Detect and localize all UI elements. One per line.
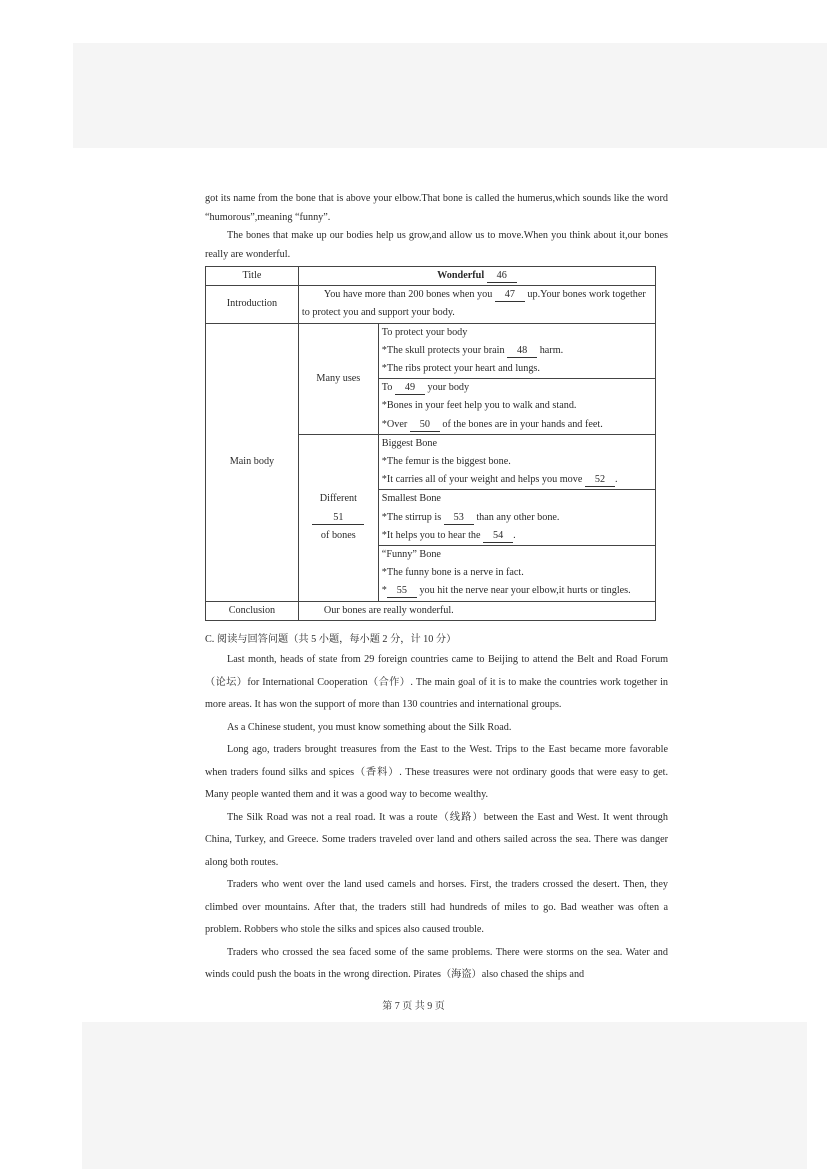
smallest-heading: Smallest Bone: [381, 493, 441, 505]
elbow-text: you hit the nerve near your elbow,it hurts or tingles.: [419, 585, 631, 597]
hear-line: [382, 527, 652, 545]
stirrup-line: [382, 509, 652, 527]
blank-48: 48: [507, 345, 537, 358]
nerve-line: *The funny bone is a nerve in fact.: [381, 567, 524, 579]
passage-paragraph: Traders who crossed the sea faced some of the same problems. There were storms on the sea. Water and winds could push the boats in the wrong direction. Pirates（海盗）also chased the ships and: [205, 946, 668, 981]
skull-text-end: harm.: [539, 344, 564, 356]
introduction-text-a: You have more than 200 bones when you: [323, 289, 493, 301]
feet-line: *Bones in your feet help you to walk and stand.: [381, 400, 577, 412]
conclusion-label: Conclusion: [206, 601, 299, 620]
passage-paragraph: Last month, heads of state from 29 foreign countries came to Beijing to attend the Belt and Road Forum（论坛）for International Cooperation（合作）. The main goal of it is to make the countries work together in more areas. It has won the support of more than 130 countries and international groups.: [205, 654, 668, 711]
main-body-label: Main body: [206, 323, 299, 601]
ribs-line: *The ribs protect your heart and lungs.: [381, 363, 540, 375]
title-label: Title: [206, 267, 299, 286]
intro-paragraph-2: The bones that make up our bodies help us grow,and allow us to move.When you think about it,our bones really are wonderful.: [205, 230, 668, 260]
protect-row: [206, 323, 656, 379]
funny-cell: [378, 546, 655, 602]
blank-53: 53: [444, 512, 474, 525]
weight-text-end: .: [614, 474, 618, 486]
blank-46: 46: [487, 270, 517, 283]
stirrup-text-end: than any other bone.: [476, 511, 560, 523]
weight-line: [382, 471, 652, 489]
biggest-cell: [378, 434, 655, 490]
hands-text: *Over: [381, 418, 408, 430]
blank-55: 55: [387, 585, 417, 598]
move-text-end: your body: [427, 382, 470, 394]
different-label: [298, 434, 378, 601]
of-bones-text: of bones: [320, 529, 356, 541]
femur-line: *The femur is the biggest bone.: [381, 456, 511, 468]
passage-paragraph: The Silk Road was not a real road. It was a route（线路）between the East and West. It went through China, Turkey, and Greece. Some traders traveled over land and others sailed across the sea. There was danger along both routes.: [205, 811, 668, 868]
biggest-heading: Biggest Bone: [381, 437, 437, 449]
skull-text: *The skull protects your brain: [381, 344, 505, 356]
stirrup-text: *The stirrup is: [381, 511, 442, 523]
protect-cell: [378, 323, 655, 379]
skull-line: [382, 342, 652, 360]
elbow-star: *: [381, 585, 387, 597]
conclusion-row: [206, 601, 656, 620]
page-number: 第 7 页 共 9 页: [382, 1001, 445, 1012]
introduction-cell: [298, 286, 655, 323]
title-value: Wonderful: [437, 270, 485, 281]
funny-heading: “Funny” Bone: [381, 549, 441, 561]
passage-paragraph: Traders who went over the land used camels and horses. First, the traders crossed the desert. Then, they climbed over mountains. After that, the traders still had hundreds of miles to go. Bad weather was often a problem. Robbers who stole the silks and spices also caused trouble.: [205, 879, 668, 936]
many-uses-label: Many uses: [298, 323, 378, 434]
introduction-row: [206, 286, 656, 323]
conclusion-cell: [298, 601, 655, 620]
smallest-cell: [378, 490, 655, 546]
passage-paragraph: As a Chinese student, you must know something about the Silk Road.: [227, 721, 512, 733]
bones-table: [205, 266, 656, 621]
hands-line: [382, 416, 652, 434]
document-page: [205, 190, 668, 987]
hear-text-end: .: [513, 529, 516, 541]
introduction-text-b: up.Your bones work together to protect you and support your body.: [301, 289, 646, 319]
introduction-label: Introduction: [206, 286, 299, 323]
blank-54: 54: [483, 530, 513, 543]
weight-text: *It carries all of your weight and helps you move: [381, 474, 583, 486]
blank-47: 47: [495, 289, 525, 302]
hear-text: *It helps you to hear the: [381, 529, 481, 541]
bottom-scan-shade: [82, 1022, 807, 1169]
conclusion-value: Our bones are really wonderful.: [323, 604, 454, 616]
move-cell: [378, 379, 655, 435]
blank-49: 49: [395, 382, 425, 395]
passage-paragraph: Long ago, traders brought treasures from the East to the West. Trips to the East became more favorable when traders found silks and spices（香料）. These treasures were not ordinary goods that were easy to get. Many people wanted them and it was a good way to become wealthy.: [205, 744, 668, 801]
title-cell: [298, 267, 655, 286]
section-c-heading: C. 阅读与回答问题（共 5 小题，每小题 2 分，计 10 分）: [205, 633, 457, 645]
move-heading: [382, 379, 652, 397]
elbow-line: [382, 582, 652, 600]
blank-51: 51: [312, 512, 364, 525]
protect-heading: To protect your body: [381, 326, 468, 338]
hands-text-end: of the bones are in your hands and feet.: [442, 418, 603, 430]
move-text: To: [381, 382, 393, 394]
blank-52: 52: [585, 474, 615, 487]
top-scan-shade: [73, 43, 827, 148]
blank-50: 50: [410, 419, 440, 432]
intro-paragraph-1: got its name from the bone that is above your elbow.That bone is called the humerus,which sounds like the word “humorous”,meaning “funny”.: [205, 193, 668, 223]
different-text: Different: [319, 493, 357, 505]
title-row: [206, 267, 656, 286]
